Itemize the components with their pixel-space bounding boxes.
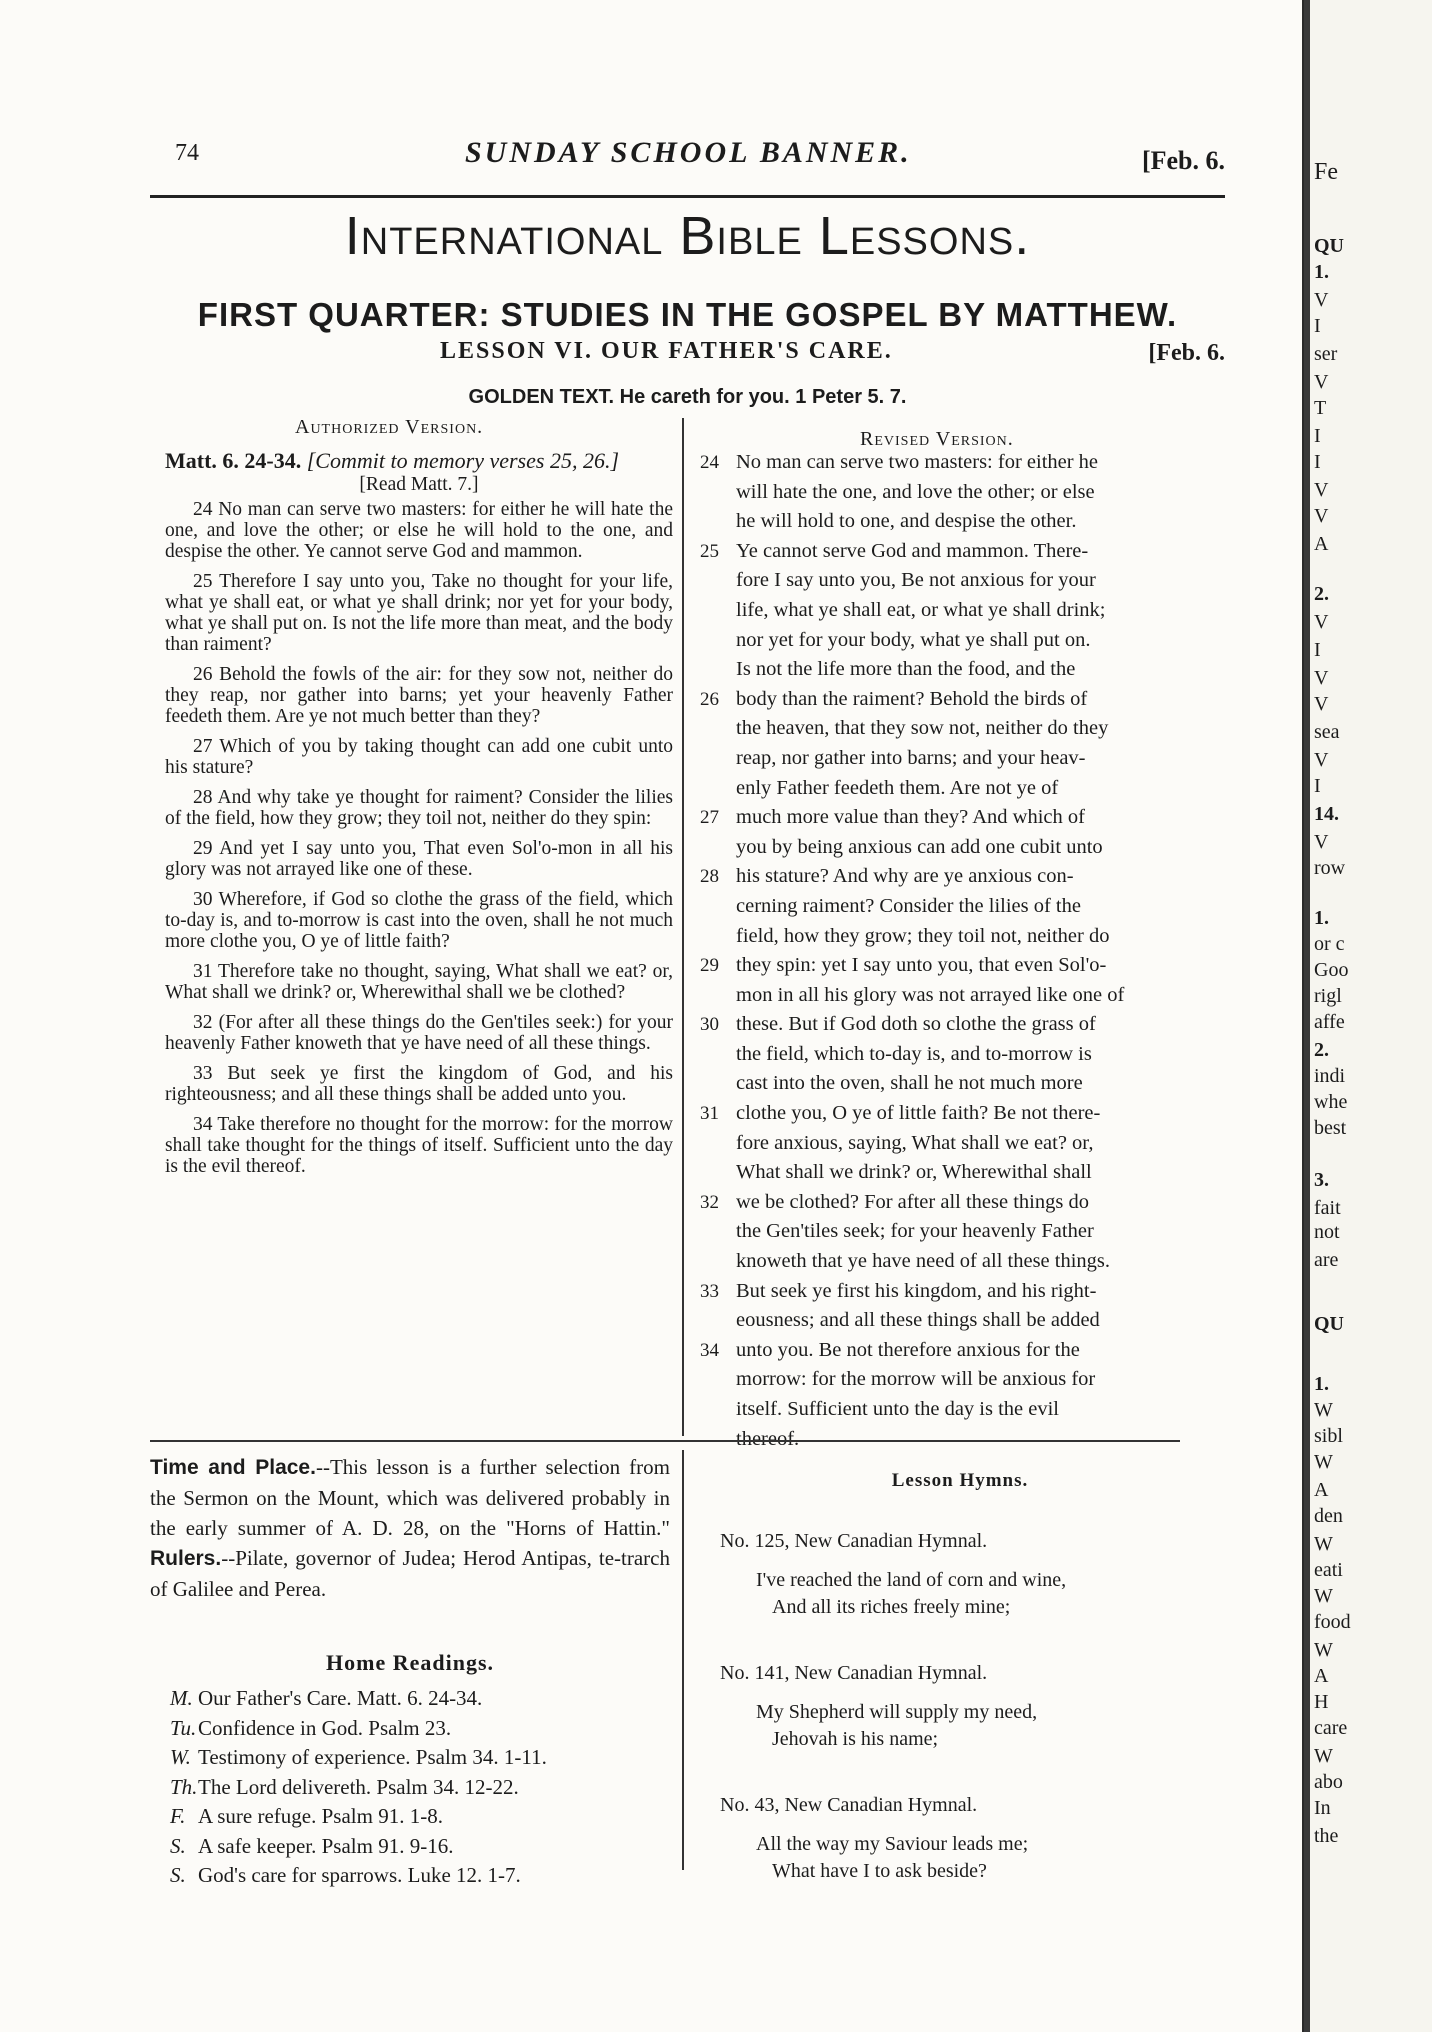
edge-fragment: V [1314, 371, 1329, 393]
scripture-reference [165, 448, 673, 474]
rulers-label: Rulers. [150, 1547, 222, 1570]
hymn-line: All the way my Saviour leads me; [756, 1833, 1029, 1855]
edge-fragment: V [1314, 749, 1329, 771]
edge-fragment: H [1314, 1691, 1329, 1713]
hymn-line: I've reached the land of corn and wine, [756, 1569, 1067, 1591]
edge-fragment: or c [1314, 933, 1345, 955]
edge-fragment: QU [1314, 1313, 1344, 1335]
revised-line-text: Ye cannot serve God and mammon. There- [736, 539, 1089, 562]
reading-day: Th. [170, 1774, 198, 1799]
authorized-verse: 24 No man can serve two masters: for either he will hate the one, and love the other; or else he will hold to the one, and despise the other. Ye cannot serve God and mammon. [165, 499, 673, 562]
edge-fragment: the [1314, 1825, 1339, 1847]
revised-line-text: fore anxious, saying, What shall we eat? or, [736, 1131, 1094, 1154]
time-and-place [150, 1452, 670, 1604]
revised-line-text: they spin: yet I say unto you, that even Sol'o- [736, 954, 1107, 977]
authorized-verse: 29 And yet I say unto you, That even Sol'o-mon in all his glory was not arrayed like one of these. [165, 838, 673, 880]
reading-text: God's care for sparrows. Luke 12. 1-7. [198, 1863, 521, 1887]
verse-number: 29 [700, 955, 719, 977]
authorized-verse: 26 Behold the fowls of the air: for they sow not, neither do they reap, nor gather into barns; yet your heavenly Father feedeth them. Are ye not much better than they? [165, 664, 673, 727]
verse-number: 30 [700, 1014, 719, 1036]
reading-text: A safe keeper. Psalm 91. 9-16. [198, 1833, 454, 1858]
hymn-number: No. 43, New Canadian Hymnal. [720, 1794, 978, 1816]
reading-reference: [Read Matt. 7.] [359, 474, 479, 495]
page-number: 74 [175, 140, 199, 166]
edge-fragment: Goo [1314, 959, 1349, 981]
reading-text: A sure refuge. Psalm 91. 1-8. [198, 1804, 443, 1828]
rulers-text: --Pilate, governor of Judea; Herod Antipas, te-trarch of Galilee and Perea. [150, 1546, 670, 1601]
revised-line [700, 507, 1220, 537]
revised-line [700, 596, 1220, 626]
page-title: International Bible Lessons. [344, 206, 1031, 266]
reading-day: S. [170, 1833, 186, 1858]
magazine-title: SUNDAY SCHOOL BANNER. [465, 136, 912, 169]
revised-line-text: nor yet for your body, what ye shall put on. [736, 628, 1091, 651]
revised-line-text: he will hold to one, and despise the other. [736, 510, 1077, 533]
edge-fragment: A [1314, 1665, 1329, 1687]
golden-text: GOLDEN TEXT. He careth for you. 1 Peter 5. 7. [468, 386, 907, 408]
revised-line [700, 1395, 1220, 1425]
edge-fragment: sea [1314, 721, 1340, 743]
edge-fragment: 2. [1314, 1039, 1329, 1061]
reading-day: W. [170, 1745, 191, 1769]
edge-fragment: V [1314, 667, 1329, 689]
edge-fragment: W [1314, 1451, 1333, 1473]
revised-line [700, 981, 1220, 1011]
edge-fragment: care [1314, 1717, 1348, 1739]
edge-fragment: W [1314, 1639, 1333, 1661]
revised-line-text: unto you. Be not therefore anxious for the [736, 1338, 1080, 1361]
edge-fragment: ser [1314, 343, 1338, 365]
next-page-edge [1304, 0, 1432, 2032]
revised-line-text: we be clothed? For after all these things do [736, 1190, 1089, 1213]
home-reading-item [170, 1861, 680, 1891]
authorized-verse: 28 And why take ye thought for raiment? Consider the lilies of the field, how they grow; they toil not, neither do they spin: [165, 787, 673, 829]
hymn-entry [720, 1792, 1220, 1885]
revised-line [700, 1158, 1220, 1188]
edge-fragment: W [1314, 1399, 1333, 1421]
edge-fragment: indi [1314, 1065, 1346, 1087]
edge-fragment: I [1314, 639, 1321, 661]
authorized-verses [165, 499, 673, 1177]
authorized-verse: 31 Therefore take no thought, saying, What shall we eat? or, What shall we drink? or, Wherewithal shall we be clothed? [165, 961, 673, 1003]
edge-fragment: 3. [1314, 1169, 1329, 1191]
home-reading-item [170, 1802, 680, 1832]
revised-line-text: these. But if God doth so clothe the grass of [736, 1013, 1096, 1036]
edge-fragment: affe [1314, 1011, 1345, 1033]
revised-line [700, 803, 1220, 833]
revised-line [700, 448, 1220, 478]
revised-line-text: mon in all his glory was not arrayed like one of [736, 983, 1125, 1006]
home-readings-list [170, 1684, 680, 1891]
revised-line [700, 478, 1220, 508]
revised-line-text: Is not the life more than the food, and the [736, 658, 1076, 681]
edge-fragment: 2. [1314, 583, 1329, 605]
authorized-verse: 25 Therefore I say unto you, Take no thought for your life, what ye shall eat, or what ye shall drink; nor yet for your body, what ye shall put on. Is not the life more than meat, and the body than raiment? [165, 571, 673, 655]
home-reading-item [170, 1684, 680, 1714]
revised-line [700, 1010, 1220, 1040]
header-date: [Feb. 6. [1141, 146, 1225, 175]
revised-line [700, 1099, 1220, 1129]
verse-number: 25 [700, 540, 719, 562]
revised-line [700, 892, 1220, 922]
hymn-entry [720, 1660, 1220, 1753]
home-reading-item [170, 1832, 680, 1862]
verse-number: 26 [700, 688, 719, 710]
edge-fragment: 14. [1314, 803, 1339, 825]
authorized-heading: Authorized Version. [295, 416, 484, 438]
hymn-line: Jehovah is his name; [772, 1728, 939, 1750]
revised-line-text: eousness; and all these things shall be added [736, 1309, 1100, 1332]
reading-day: S. [170, 1863, 186, 1887]
edge-fragment: 1. [1314, 1373, 1329, 1395]
home-reading-item [170, 1743, 680, 1773]
hymn-line: What have I to ask beside? [772, 1860, 987, 1882]
revised-line-text: What shall we drink? or, Wherewithal shall [736, 1161, 1092, 1184]
revised-line-text: the heaven, that they sow not, neither do they [736, 717, 1109, 740]
edge-fragment: In [1314, 1797, 1331, 1819]
authorized-verse: 32 (For after all these things do the Gen'tiles seek:) for your heavenly Father knoweth that ye have need of all these things. [165, 1012, 673, 1054]
authorized-verse: 34 Take therefore no thought for the morrow: for the morrow shall take thought for the things of itself. Sufficient unto the day is the evil thereof. [165, 1114, 673, 1177]
edge-fragment: W [1314, 1533, 1333, 1555]
revised-line-text: morrow: for the morrow will be anxious for [736, 1368, 1096, 1391]
reference-main: Matt. 6. 24-34. [165, 448, 302, 473]
authorized-verse: 33 But seek ye first the kingdom of God, and his righteousness; and all these things shall be added unto you. [165, 1063, 673, 1105]
edge-fragment: row [1314, 857, 1346, 879]
edge-fragment: V [1314, 831, 1329, 853]
edge-fragment: I [1314, 425, 1321, 447]
edge-fragment: fait [1314, 1197, 1341, 1219]
revised-line-text: reap, nor gather into barns; and your heav- [736, 746, 1086, 769]
reading-day: M. [170, 1686, 193, 1710]
header-rule [150, 195, 1225, 198]
revised-line [700, 1247, 1220, 1277]
revised-line-text: you by being anxious can add one cubit unto [736, 835, 1103, 858]
verse-number: 24 [700, 452, 719, 473]
lower-column-divider [682, 1450, 684, 1870]
home-reading-item [170, 1773, 680, 1803]
revised-line [700, 1277, 1220, 1307]
edge-fragment: W [1314, 1585, 1333, 1607]
revised-line [700, 1129, 1220, 1159]
revised-line-text: clothe you, O ye of little faith? Be not there- [736, 1102, 1101, 1125]
revised-line-text: cerning raiment? Consider the lilies of the [736, 894, 1081, 917]
edge-fragment: V [1314, 505, 1329, 527]
page-subtitle: FIRST QUARTER: STUDIES IN THE GOSPEL BY MATTHEW. [197, 296, 1178, 333]
revised-line [700, 774, 1220, 804]
revised-line [700, 566, 1220, 596]
revised-line [700, 685, 1220, 715]
edge-fragment: I [1314, 775, 1321, 797]
revised-line [700, 1069, 1220, 1099]
hymn-line: And all its riches freely mine; [772, 1596, 1011, 1618]
revised-line-text: the Gen'tiles seek; for your heavenly Father [736, 1220, 1094, 1243]
edge-fragment: Fe [1314, 159, 1338, 185]
edge-fragment: V [1314, 479, 1329, 501]
verse-number: 31 [700, 1103, 719, 1125]
lesson-hymns-title: Lesson Hymns. [891, 1470, 1029, 1491]
hymn-number: No. 125, New Canadian Hymnal. [720, 1530, 988, 1552]
edge-fragment: eati [1314, 1559, 1343, 1581]
revised-line [700, 1217, 1220, 1247]
revised-line-text: itself. Sufficient unto the day is the evil [736, 1398, 1060, 1420]
revised-line-text: life, what ye shall eat, or what ye shall drink; [736, 598, 1106, 621]
edge-fragment: 1. [1314, 261, 1329, 283]
revised-heading: Revised Version. [860, 428, 1014, 450]
revised-line [700, 1365, 1220, 1395]
edge-fragment: V [1314, 693, 1329, 715]
revised-line [700, 655, 1220, 685]
edge-fragment: V [1314, 289, 1329, 311]
authorized-verse: 27 Which of you by taking thought can add one cubit unto his stature? [165, 736, 673, 778]
edge-fragment: not [1314, 1221, 1340, 1243]
hymn-number: No. 141, New Canadian Hymnal. [720, 1662, 988, 1684]
reading-text: Our Father's Care. Matt. 6. 24-34. [198, 1686, 483, 1710]
revised-line-text: cast into the oven, shall he not much more [736, 1072, 1083, 1095]
revised-line [700, 714, 1220, 744]
verse-number: 34 [700, 1339, 719, 1361]
revised-line [700, 1040, 1220, 1070]
revised-line-text: will hate the one, and love the other; or else [736, 480, 1095, 503]
section-rule [150, 1440, 1180, 1442]
revised-line [700, 922, 1220, 952]
authorized-version [165, 448, 673, 1186]
revised-line-text: much more value than they? And which of [736, 806, 1085, 829]
verse-number: 33 [700, 1280, 719, 1302]
edge-fragment: sibl [1314, 1425, 1343, 1447]
verse-number: 28 [700, 866, 719, 888]
revised-line [700, 862, 1220, 892]
edge-fragment: best [1314, 1117, 1347, 1139]
revised-line-text: No man can serve two masters: for either he [736, 451, 1099, 473]
revised-line-text: fore I say unto you, Be not anxious for your [736, 569, 1096, 592]
revised-line-text: field, how they grow; they toil not, neither do [736, 924, 1110, 947]
revised-line [700, 833, 1220, 863]
reading-day: F. [170, 1804, 186, 1828]
time-place-label: Time and Place. [150, 1456, 316, 1479]
reading-text: Testimony of experience. Psalm 34. 1-11. [198, 1745, 547, 1769]
hymn-line: My Shepherd will supply my need, [756, 1701, 1038, 1723]
edge-fragment: QU [1314, 235, 1344, 257]
revised-line [700, 1336, 1220, 1366]
verse-number: 27 [700, 807, 719, 829]
revised-line-text: body than the raiment? Behold the birds of [736, 687, 1088, 710]
edge-fragment: whe [1314, 1091, 1348, 1113]
revised-line [700, 744, 1220, 774]
running-header [175, 136, 1225, 182]
edge-fragment: 1. [1314, 907, 1329, 929]
revised-line-text: knoweth that ye have need of all these things. [736, 1250, 1111, 1273]
authorized-verse: 30 Wherefore, if God so clothe the grass of the field, which to-day is, and to-morrow is cast into the oven, shall he not much more clothe you, O ye of little faith? [165, 889, 673, 952]
revised-line-text: his stature? And why are ye anxious con- [736, 865, 1074, 888]
revised-line-text: the field, which to-day is, and to-morrow is [736, 1042, 1092, 1065]
revised-line [700, 951, 1220, 981]
revised-line [700, 537, 1220, 567]
edge-fragment: A [1314, 1479, 1329, 1501]
edge-fragment: are [1314, 1249, 1339, 1271]
reading-text: The Lord delivereth. Psalm 34. 12-22. [198, 1774, 519, 1799]
home-readings-title: Home Readings. [326, 1650, 494, 1675]
edge-fragment: food [1314, 1611, 1351, 1633]
revised-line [700, 1306, 1220, 1336]
lesson-title: LESSON VI. OUR FATHER'S CARE. [440, 338, 893, 364]
column-divider [682, 418, 684, 1436]
time-place-text: --This lesson is a further selection from the Sermon on the Mount, which was delivered probably in the early summer of A. D. 28, on the "Horns of Hattin." [150, 1455, 670, 1540]
verse-number: 32 [700, 1191, 719, 1213]
edge-fragment: den [1314, 1505, 1343, 1527]
revised-version [700, 448, 1220, 1454]
lesson-heading [150, 338, 1225, 370]
edge-fragment: abo [1314, 1771, 1343, 1793]
edge-fragment: T [1314, 397, 1327, 419]
revised-line-text: thereof. [736, 1427, 800, 1450]
reading-text: Confidence in God. Psalm 23. [198, 1715, 452, 1740]
revised-line-text: enly Father feedeth them. Are not ye of [736, 776, 1059, 799]
edge-fragment: I [1314, 315, 1321, 337]
lesson-date: [Feb. 6. [1148, 340, 1225, 366]
edge-fragment: V [1314, 611, 1329, 633]
revised-line [700, 626, 1220, 656]
home-reading-item [170, 1714, 680, 1744]
edge-fragment: W [1314, 1745, 1333, 1767]
memory-verses: [Commit to memory verses 25, 26.] [306, 448, 620, 473]
edge-fragment: A [1314, 533, 1329, 555]
reading-day: Tu. [170, 1715, 197, 1740]
edge-fragment: rigl [1314, 985, 1342, 1007]
hymn-entry [720, 1528, 1220, 1621]
revised-line-text: But seek ye first his kingdom, and his right- [736, 1279, 1097, 1302]
revised-line [700, 1188, 1220, 1218]
edge-fragment: I [1314, 451, 1321, 473]
